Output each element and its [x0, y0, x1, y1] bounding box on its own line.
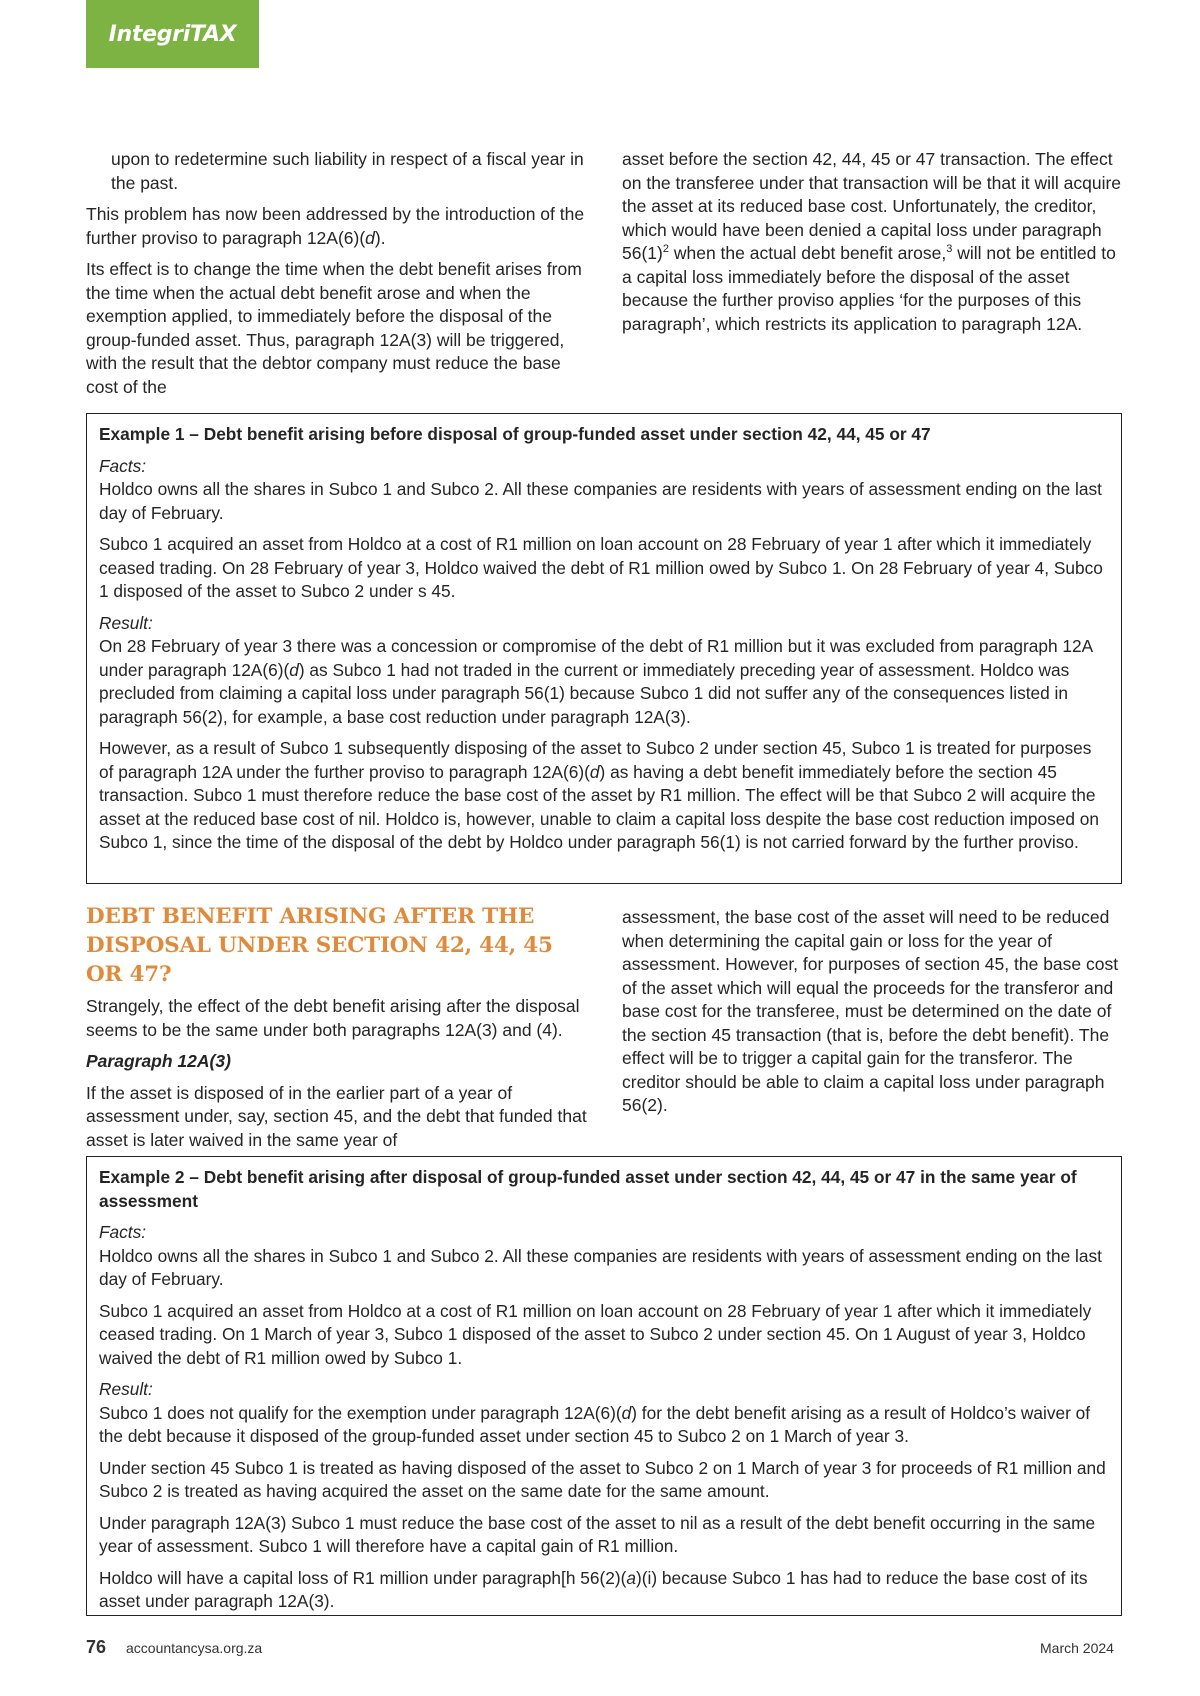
paragraph: assessment, the base cost of the asset will need to be reduced when determining the capital gain or loss for the year of assessment. However, for purposes of section 45, the base cost of the asset which will equal the proceeds for the transferor and base cost for the transferee, must be determined on the date of the section 45 transaction (that is, before the debt benefit). The effect will be to trigger a capital gain for the transferor. The creditor should be able to claim a capital loss under paragraph 56(2). [622, 907, 1119, 1115]
paragraph: Subco 1 acquired an asset from Holdco at a cost of R1 million on loan account on 28 February of year 1 after which it immediately ceased trading. On 1 March of year 3, Subco 1 disposed of the asset to Subco 2 under section 45. On 1 August of year 3, Holdco waived the debt of R1 million owed by Subco 1. [99, 1300, 1092, 1368]
paragraph: asset before the section 42, 44, 45 or 47 transaction. The effect on the transferee under that transaction will be that it will acquire the asset at its reduced base cost. Unfortunately, the creditor, which would have been denied a capital loss under paragraph $56(1)^2$ when the actual debt benefit arose,$^3$ will not be entitled to a capital loss immediately before the disposal of the asset because the further proviso applies ‘for the purposes of this paragraph’, which restricts its application to paragraph 12A. [622, 149, 1122, 334]
integritax-logo: IntegriTAX [86, 0, 259, 68]
paragraph: Holdco will have a capital loss of R1 million under paragraph[h 56(2)(a)(i) because Subco 1 has had to reduce the base cost of its asset under paragraph 12A(3). [99, 1567, 1088, 1611]
result-label: Result: [99, 612, 153, 633]
footnote-ref[interactable]: 2 [662, 243, 669, 256]
paragraph: Holdco owns all the shares in Subco 1 and Subco 2. All these companies are residents with years of assessment ending on the last day of February. [99, 479, 1102, 523]
section-heading: DEBT BENEFIT ARISING AFTER THE DISPOSAL UNDER SECTION 42, 44, 45 OR 47? [86, 904, 553, 987]
example-2-box [86, 1156, 1122, 1616]
paragraph: upon to redetermine such liability in respect of a fiscal year in the past. [111, 149, 584, 193]
paragraph: Subco 1 does not qualify for the exemption under paragraph 12A(6)(d) for the debt benefit arising as a result of Holdco’s waiver of the debt because it disposed of the group-funded asset under section 45 to Subco 2 on 1 March of year 3. [99, 1402, 1091, 1446]
page-number: 76 [86, 1637, 107, 1657]
paragraph: However, as a result of Subco 1 subsequently disposing of the asset to Subco 2 under section 45, Subco 1 is treated for purposes of paragraph 12A under the further proviso to paragraph 12A(6)(d) as having a debt benefit immediately before the section 45 transaction. Subco 1 must therefore reduce the base cost of the asset by R1 million. The effect will be that Subco 2 will acquire the asset at the reduced base cost of nil. Holdco is, however, unable to claim a capital loss despite the base cost reduction imposed on Subco 1, since the time of the disposal of the debt by Holdco under paragraph 56(1) is not carried forward by the further proviso. [99, 738, 1100, 852]
paragraph: Under section 45 Subco 1 is treated as having disposed of the asset to Subco 2 on 1 March of year 3 for proceeds of R1 million and Subco 2 is treated as having acquired the asset on the same date for the same amount. [99, 1457, 1106, 1501]
paragraph: This problem has now been addressed by the introduction of the further proviso to paragraph 12A(6)(d). [86, 204, 585, 248]
top-left-column [86, 148, 596, 407]
example-title: Example 1 – Debt benefit arising before disposal of group-funded asset under section 42, 44, 45 or 47 [99, 424, 931, 444]
facts-label: Facts: [99, 1222, 147, 1242]
paragraph: Under paragraph 12A(3) Subco 1 must reduce the base cost of the asset to nil as a result of the debt benefit occurring in the same year of assessment. Subco 1 will therefore have a capital gain of R1 million. [99, 1512, 1096, 1556]
paragraph: Its effect is to change the time when the debt benefit arises from the time when the actual debt benefit arose and when the exemption applied, to immediately before the disposal of the group-funded asset. Thus, paragraph 12A(3) will be triggered, with the result that the debtor company must reduce the base cost of the [86, 259, 582, 397]
facts-label: Facts: [99, 455, 147, 476]
paragraph: Strangely, the effect of the debt benefit arising after the disposal seems to be the same under both paragraphs 12A(3) and (4). [86, 996, 580, 1040]
top-right-column [622, 148, 1122, 336]
section-2-left-column [86, 902, 596, 1160]
example-title: Example 2 – Debt benefit arising after disposal of group-funded asset under section 42, 44, 45 or 47 in the same year of assessment [99, 1167, 1077, 1211]
website-link[interactable]: accountancysa.org.za [126, 1640, 263, 1656]
result-label: Result: [99, 1379, 153, 1399]
paragraph: On 28 February of year 3 there was a concession or compromise of the debt of R1 million but it was excluded from paragraph 12A under paragraph 12A(6)(d) as Subco 1 had not traded in the current or immediately preceding year of assessment. Holdco was precluded from claiming a capital loss under paragraph 56(1) because Subco 1 did not suffer any of the consequences listed in paragraph 56(2), for example, a base cost reduction under paragraph 12A(3). [99, 636, 1093, 727]
subheading: Paragraph 12A(3) [86, 1051, 231, 1071]
issue-date: March 2024 [1040, 1640, 1114, 1656]
paragraph: If the asset is disposed of in the earlier part of a year of assessment under, say, section 45, and the debt that funded that asset is later waived in the same year of [86, 1082, 587, 1150]
section-2-right-column [622, 906, 1122, 1118]
footnote-ref[interactable]: 3 [946, 243, 953, 256]
paragraph: Holdco owns all the shares in Subco 1 and Subco 2. All these companies are residents with years of assessment ending on the last day of February. [99, 1245, 1102, 1289]
example-1-box [86, 413, 1122, 884]
paragraph: Subco 1 acquired an asset from Holdco at a cost of R1 million on loan account on 28 February of year 1 after which it immediately ceased trading. On 28 February of year 3, Holdco waived the debt of R1 million owed by Subco 1. On 28 February of year 4, Subco 1 disposed of the asset to Subco 2 under s 45. [99, 534, 1103, 601]
